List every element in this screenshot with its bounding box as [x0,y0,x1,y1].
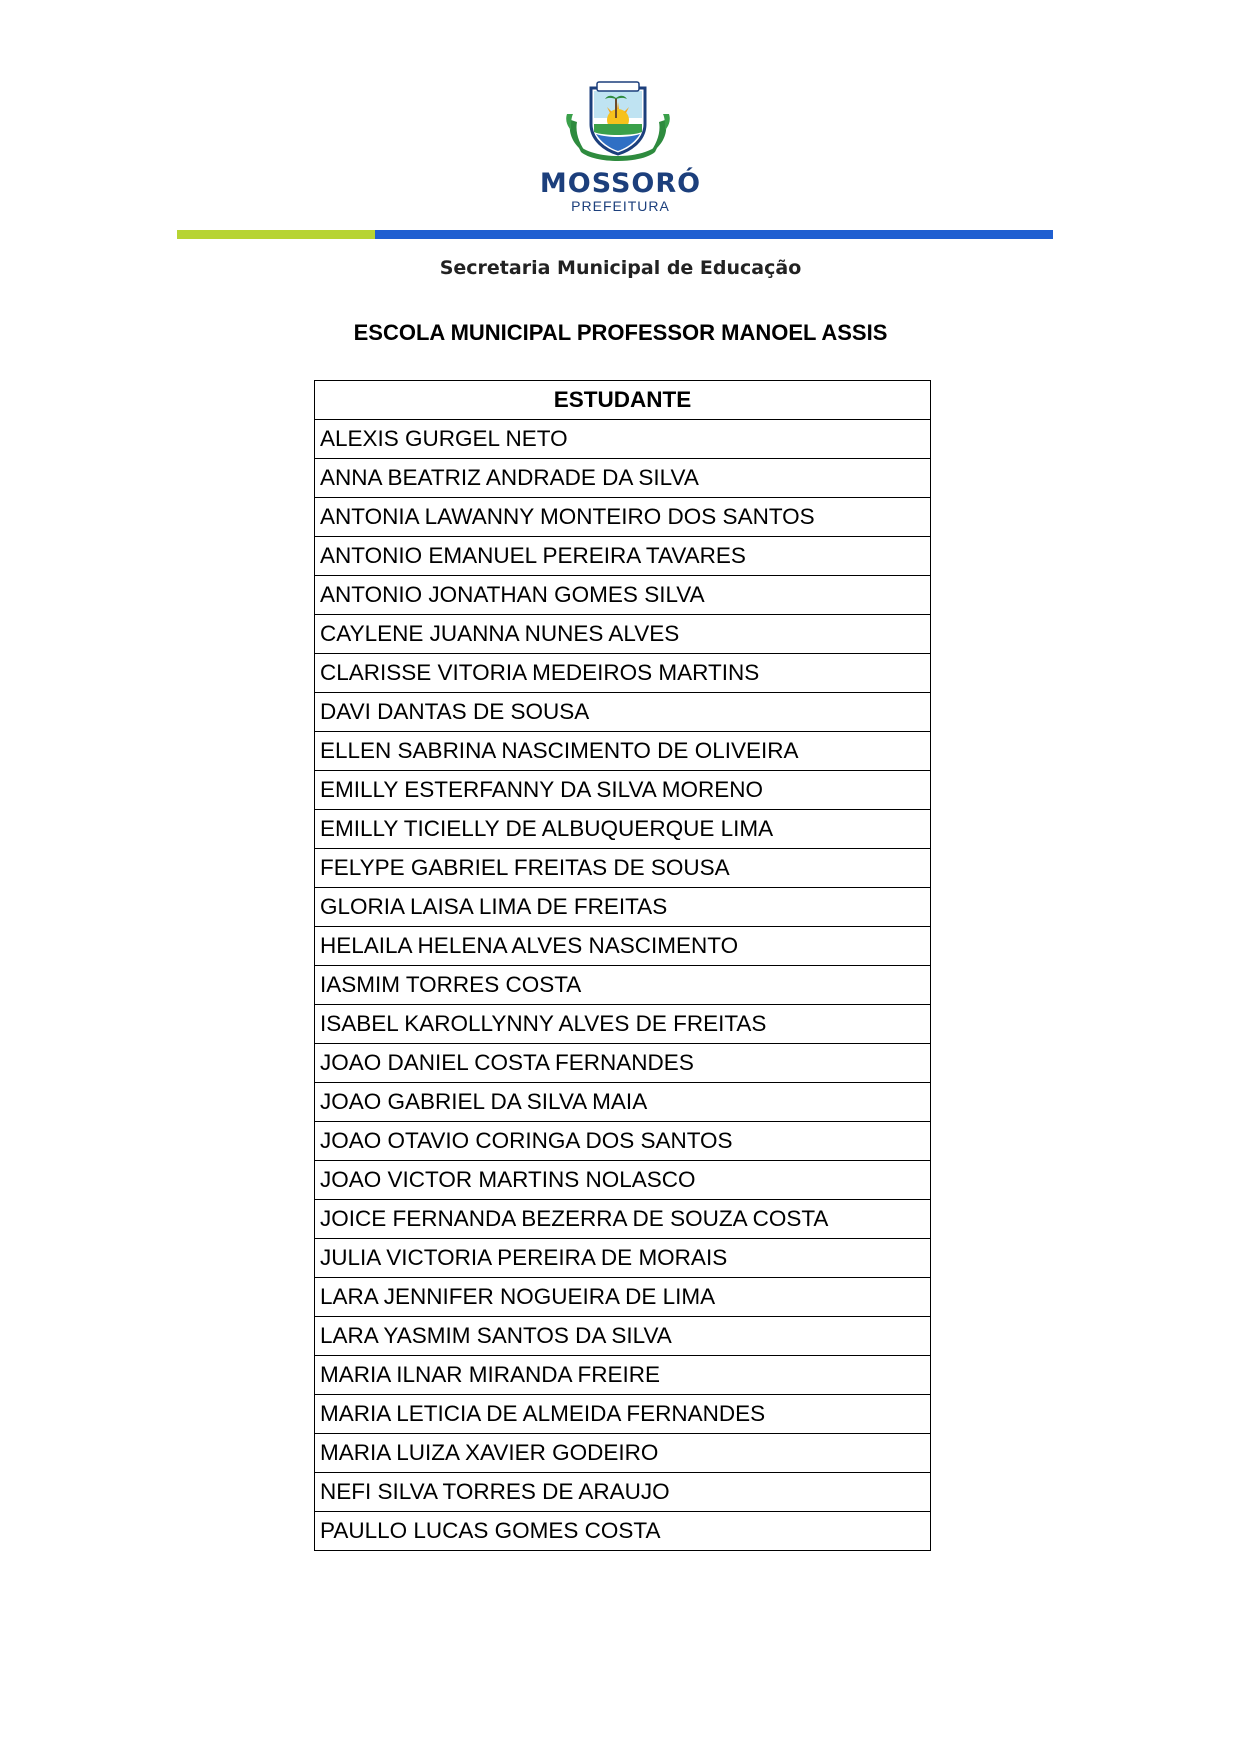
table-row [315,1122,931,1161]
table-row [315,576,931,615]
brand-subtitle: PREFEITURA [571,198,670,214]
table-row [315,1044,931,1083]
student-name-cell: JOICE FERNANDA BEZERRA DE SOUZA COSTA [315,1200,931,1239]
student-name-cell: CAYLENE JUANNA NUNES ALVES [315,615,931,654]
student-name-cell: CLARISSE VITORIA MEDEIROS MARTINS [315,654,931,693]
student-name-cell: JOAO DANIEL COSTA FERNANDES [315,1044,931,1083]
student-name-cell: HELAILA HELENA ALVES NASCIMENTO [315,927,931,966]
student-name-cell: MARIA LUIZA XAVIER GODEIRO [315,1434,931,1473]
student-name-cell: LARA YASMIM SANTOS DA SILVA [315,1317,931,1356]
table-row [315,1317,931,1356]
students-table-body [315,420,931,1551]
student-name-cell: JULIA VICTORIA PEREIRA DE MORAIS [315,1239,931,1278]
table-row [315,615,931,654]
table-row [315,1083,931,1122]
table-row [315,654,931,693]
table-row [315,771,931,810]
municipal-crest-logo [563,80,673,162]
divider-green-segment [177,230,375,239]
student-name-cell: DAVI DANTAS DE SOUSA [315,693,931,732]
student-name-cell: IASMIM TORRES COSTA [315,966,931,1005]
student-name-cell: LARA JENNIFER NOGUEIRA DE LIMA [315,1278,931,1317]
table-row [315,1200,931,1239]
student-name-cell: JOAO GABRIEL DA SILVA MAIA [315,1083,931,1122]
student-name-cell: JOAO VICTOR MARTINS NOLASCO [315,1161,931,1200]
department-name: Secretaria Municipal de Educação [439,257,802,279]
student-name-cell: ALEXIS GURGEL NETO [315,420,931,459]
table-row [315,537,931,576]
table-row [315,927,931,966]
student-name-cell: EMILLY TICIELLY DE ALBUQUERQUE LIMA [315,810,931,849]
student-name-cell: GLORIA LAISA LIMA DE FREITAS [315,888,931,927]
table-row [315,1278,931,1317]
students-table [314,380,931,1551]
student-name-cell: ISABEL KAROLLYNNY ALVES DE FREITAS [315,1005,931,1044]
table-row [315,732,931,771]
student-name-cell: FELYPE GABRIEL FREITAS DE SOUSA [315,849,931,888]
student-name-cell: ANTONIO EMANUEL PEREIRA TAVARES [315,537,931,576]
student-name-cell: EMILLY ESTERFANNY DA SILVA MORENO [315,771,931,810]
table-header-row [315,381,931,420]
column-header-student: ESTUDANTE [315,381,931,420]
student-name-cell: ANTONIO JONATHAN GOMES SILVA [315,576,931,615]
table-row [315,1395,931,1434]
table-row [315,1356,931,1395]
table-row [315,1473,931,1512]
table-row [315,459,931,498]
table-row [315,1512,931,1551]
divider-blue-segment [375,230,1053,239]
student-name-cell: MARIA LETICIA DE ALMEIDA FERNANDES [315,1395,931,1434]
table-row [315,810,931,849]
student-name-cell: NEFI SILVA TORRES DE ARAUJO [315,1473,931,1512]
student-name-cell: ELLEN SABRINA NASCIMENTO DE OLIVEIRA [315,732,931,771]
student-name-cell: JOAO OTAVIO CORINGA DOS SANTOS [315,1122,931,1161]
student-name-cell: ANNA BEATRIZ ANDRADE DA SILVA [315,459,931,498]
table-row [315,1239,931,1278]
table-row [315,888,931,927]
table-row [315,498,931,537]
table-row [315,693,931,732]
table-row [315,1434,931,1473]
student-name-cell: MARIA ILNAR MIRANDA FREIRE [315,1356,931,1395]
table-row [315,966,931,1005]
student-name-cell: PAULLO LUCAS GOMES COSTA [315,1512,931,1551]
table-row [315,1005,931,1044]
student-name-cell: ANTONIA LAWANNY MONTEIRO DOS SANTOS [315,498,931,537]
school-title: ESCOLA MUNICIPAL PROFESSOR MANOEL ASSIS [353,320,888,345]
table-row [315,1161,931,1200]
header-divider [177,230,1053,239]
brand-name: MOSSORÓ [539,168,702,199]
table-row [315,420,931,459]
table-row [315,849,931,888]
